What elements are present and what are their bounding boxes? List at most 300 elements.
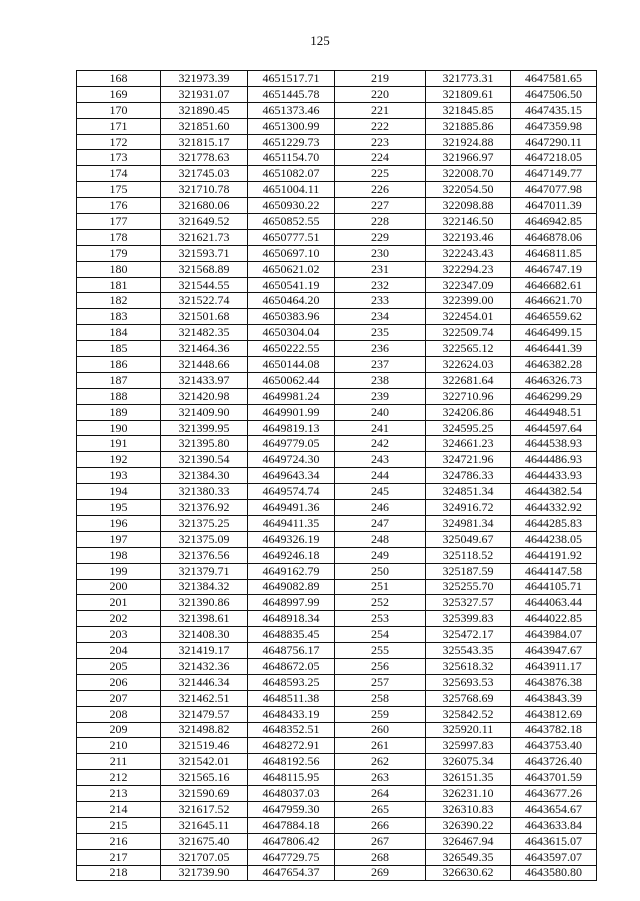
x-coordinate-cell: 322710.96: [426, 388, 511, 404]
x-coordinate-cell: 325327.57: [426, 595, 511, 611]
y-coordinate-cell: 4647884.18: [248, 817, 335, 833]
y-coordinate-cell: 4644948.51: [511, 404, 597, 420]
point-number-cell: 207: [77, 690, 161, 706]
point-number-cell: 173: [77, 150, 161, 166]
table-row: [335, 261, 597, 277]
x-coordinate-cell: 324981.34: [426, 515, 511, 531]
x-coordinate-cell: 321419.17: [161, 643, 248, 659]
x-coordinate-cell: 324595.25: [426, 420, 511, 436]
table-row: [77, 198, 335, 214]
point-number-cell: 181: [77, 277, 161, 293]
x-coordinate-cell: 324721.96: [426, 452, 511, 468]
table-row: [335, 71, 597, 87]
y-coordinate-cell: 4644285.83: [511, 515, 597, 531]
y-coordinate-cell: 4647290.11: [511, 134, 597, 150]
table-row: [77, 643, 335, 659]
x-coordinate-cell: 322454.01: [426, 309, 511, 325]
y-coordinate-cell: 4648997.99: [248, 595, 335, 611]
y-coordinate-cell: 4644332.92: [511, 500, 597, 516]
x-coordinate-cell: 326549.35: [426, 849, 511, 865]
table-row: [335, 229, 597, 245]
x-coordinate-cell: 326630.62: [426, 865, 511, 881]
point-number-cell: 199: [77, 563, 161, 579]
x-coordinate-cell: 321482.35: [161, 325, 248, 341]
table-row: [335, 563, 597, 579]
table-row: [77, 786, 335, 802]
table-row: [77, 500, 335, 516]
y-coordinate-cell: 4644191.92: [511, 547, 597, 563]
x-coordinate-cell: 321501.68: [161, 309, 248, 325]
point-number-cell: 182: [77, 293, 161, 309]
x-coordinate-cell: 321384.32: [161, 579, 248, 595]
point-number-cell: 267: [335, 833, 426, 849]
table-row: [77, 484, 335, 500]
y-coordinate-cell: 4649162.79: [248, 563, 335, 579]
table-row: [77, 436, 335, 452]
x-coordinate-cell: 321519.46: [161, 738, 248, 754]
x-coordinate-cell: 322294.23: [426, 261, 511, 277]
x-coordinate-cell: 321375.25: [161, 515, 248, 531]
point-number-cell: 203: [77, 627, 161, 643]
point-number-cell: 238: [335, 372, 426, 388]
x-coordinate-cell: 321375.09: [161, 531, 248, 547]
point-number-cell: 206: [77, 674, 161, 690]
table-row: [335, 515, 597, 531]
point-number-cell: 183: [77, 309, 161, 325]
x-coordinate-cell: 321707.05: [161, 849, 248, 865]
y-coordinate-cell: 4651517.71: [248, 71, 335, 87]
table-row: [335, 531, 597, 547]
table-row: [335, 198, 597, 214]
x-coordinate-cell: 322193.46: [426, 229, 511, 245]
x-coordinate-cell: 325255.70: [426, 579, 511, 595]
x-coordinate-cell: 321390.86: [161, 595, 248, 611]
x-coordinate-cell: 325842.52: [426, 706, 511, 722]
y-coordinate-cell: 4643947.67: [511, 643, 597, 659]
table-row: [335, 500, 597, 516]
y-coordinate-cell: 4644597.64: [511, 420, 597, 436]
y-coordinate-cell: 4651445.78: [248, 86, 335, 102]
x-coordinate-cell: 325187.59: [426, 563, 511, 579]
y-coordinate-cell: 4648593.25: [248, 674, 335, 690]
table-row: [77, 801, 335, 817]
table-row: [335, 372, 597, 388]
y-coordinate-cell: 4646682.61: [511, 277, 597, 293]
table-row: [77, 404, 335, 420]
table-row: [77, 341, 335, 357]
table-row: [77, 166, 335, 182]
point-number-cell: 260: [335, 722, 426, 738]
table-row: [335, 579, 597, 595]
y-coordinate-cell: 4648835.45: [248, 627, 335, 643]
point-number-cell: 246: [335, 500, 426, 516]
coordinates-table-right: [334, 70, 597, 881]
x-coordinate-cell: 321542.01: [161, 754, 248, 770]
table-row: [335, 388, 597, 404]
point-number-cell: 176: [77, 198, 161, 214]
point-number-cell: 250: [335, 563, 426, 579]
table-row: [335, 150, 597, 166]
point-number-cell: 220: [335, 86, 426, 102]
y-coordinate-cell: 4651004.11: [248, 182, 335, 198]
y-coordinate-cell: 4651154.70: [248, 150, 335, 166]
y-coordinate-cell: 4647654.37: [248, 865, 335, 881]
x-coordinate-cell: 326390.22: [426, 817, 511, 833]
x-coordinate-cell: 321809.61: [426, 86, 511, 102]
table-row: [77, 357, 335, 373]
table-row: [77, 563, 335, 579]
y-coordinate-cell: 4644433.93: [511, 468, 597, 484]
point-number-cell: 261: [335, 738, 426, 754]
table-row: [77, 722, 335, 738]
point-number-cell: 236: [335, 341, 426, 357]
x-coordinate-cell: 321851.60: [161, 118, 248, 134]
coordinates-table-left: [76, 70, 335, 881]
x-coordinate-cell: 322399.00: [426, 293, 511, 309]
table-row: [335, 674, 597, 690]
point-number-cell: 258: [335, 690, 426, 706]
y-coordinate-cell: 4643701.59: [511, 770, 597, 786]
y-coordinate-cell: 4651082.07: [248, 166, 335, 182]
x-coordinate-cell: 321376.92: [161, 500, 248, 516]
y-coordinate-cell: 4651300.99: [248, 118, 335, 134]
y-coordinate-cell: 4648511.38: [248, 690, 335, 706]
y-coordinate-cell: 4643597.07: [511, 849, 597, 865]
table-row: [77, 849, 335, 865]
x-coordinate-cell: 325618.32: [426, 658, 511, 674]
y-coordinate-cell: 4643633.84: [511, 817, 597, 833]
table-row: [77, 293, 335, 309]
point-number-cell: 210: [77, 738, 161, 754]
point-number-cell: 256: [335, 658, 426, 674]
x-coordinate-cell: 321931.07: [161, 86, 248, 102]
point-number-cell: 168: [77, 71, 161, 87]
x-coordinate-cell: 321739.90: [161, 865, 248, 881]
table-row: [77, 515, 335, 531]
point-number-cell: 239: [335, 388, 426, 404]
x-coordinate-cell: 325399.83: [426, 611, 511, 627]
x-coordinate-cell: 321390.54: [161, 452, 248, 468]
x-coordinate-cell: 321464.36: [161, 341, 248, 357]
point-number-cell: 189: [77, 404, 161, 420]
y-coordinate-cell: 4651373.46: [248, 102, 335, 118]
x-coordinate-cell: 325543.35: [426, 643, 511, 659]
y-coordinate-cell: 4647806.42: [248, 833, 335, 849]
table-row: [335, 102, 597, 118]
x-coordinate-cell: 321384.30: [161, 468, 248, 484]
point-number-cell: 229: [335, 229, 426, 245]
y-coordinate-cell: 4650541.19: [248, 277, 335, 293]
point-number-cell: 251: [335, 579, 426, 595]
y-coordinate-cell: 4644063.44: [511, 595, 597, 611]
table-row: [77, 86, 335, 102]
point-number-cell: 196: [77, 515, 161, 531]
y-coordinate-cell: 4644147.58: [511, 563, 597, 579]
x-coordinate-cell: 321399.95: [161, 420, 248, 436]
point-number-cell: 263: [335, 770, 426, 786]
point-number-cell: 211: [77, 754, 161, 770]
y-coordinate-cell: 4650222.55: [248, 341, 335, 357]
table-row: [335, 166, 597, 182]
table-row: [77, 690, 335, 706]
point-number-cell: 178: [77, 229, 161, 245]
x-coordinate-cell: 321565.16: [161, 770, 248, 786]
x-coordinate-cell: 321593.71: [161, 245, 248, 261]
point-number-cell: 224: [335, 150, 426, 166]
y-coordinate-cell: 4649901.99: [248, 404, 335, 420]
x-coordinate-cell: 321479.57: [161, 706, 248, 722]
y-coordinate-cell: 4646499.15: [511, 325, 597, 341]
table-row: [335, 738, 597, 754]
y-coordinate-cell: 4649574.74: [248, 484, 335, 500]
point-number-cell: 191: [77, 436, 161, 452]
y-coordinate-cell: 4643753.40: [511, 738, 597, 754]
y-coordinate-cell: 4646382.28: [511, 357, 597, 373]
table-row: [335, 341, 597, 357]
y-coordinate-cell: 4646441.39: [511, 341, 597, 357]
point-number-cell: 195: [77, 500, 161, 516]
point-number-cell: 204: [77, 643, 161, 659]
point-number-cell: 266: [335, 817, 426, 833]
x-coordinate-cell: 321815.17: [161, 134, 248, 150]
point-number-cell: 186: [77, 357, 161, 373]
y-coordinate-cell: 4643876.38: [511, 674, 597, 690]
table-row: [77, 595, 335, 611]
point-number-cell: 269: [335, 865, 426, 881]
x-coordinate-cell: 321778.63: [161, 150, 248, 166]
x-coordinate-cell: 321376.56: [161, 547, 248, 563]
point-number-cell: 193: [77, 468, 161, 484]
table-row: [335, 436, 597, 452]
x-coordinate-cell: 321408.30: [161, 627, 248, 643]
table-row: [335, 833, 597, 849]
x-coordinate-cell: 322565.12: [426, 341, 511, 357]
x-coordinate-cell: 321649.52: [161, 214, 248, 230]
point-number-cell: 259: [335, 706, 426, 722]
y-coordinate-cell: 4650697.10: [248, 245, 335, 261]
x-coordinate-cell: 324916.72: [426, 500, 511, 516]
point-number-cell: 228: [335, 214, 426, 230]
y-coordinate-cell: 4649326.19: [248, 531, 335, 547]
y-coordinate-cell: 4644022.85: [511, 611, 597, 627]
y-coordinate-cell: 4646942.85: [511, 214, 597, 230]
y-coordinate-cell: 4648272.91: [248, 738, 335, 754]
table-row: [77, 150, 335, 166]
y-coordinate-cell: 4647435.15: [511, 102, 597, 118]
y-coordinate-cell: 4648352.51: [248, 722, 335, 738]
table-row: [77, 420, 335, 436]
y-coordinate-cell: 4649724.30: [248, 452, 335, 468]
table-row: [335, 722, 597, 738]
y-coordinate-cell: 4643782.18: [511, 722, 597, 738]
y-coordinate-cell: 4650852.55: [248, 214, 335, 230]
table-row: [335, 182, 597, 198]
x-coordinate-cell: 325693.53: [426, 674, 511, 690]
table-row: [335, 420, 597, 436]
table-row: [77, 627, 335, 643]
x-coordinate-cell: 321379.71: [161, 563, 248, 579]
x-coordinate-cell: 321745.03: [161, 166, 248, 182]
x-coordinate-cell: 321398.61: [161, 611, 248, 627]
y-coordinate-cell: 4650062.44: [248, 372, 335, 388]
point-number-cell: 202: [77, 611, 161, 627]
y-coordinate-cell: 4648192.56: [248, 754, 335, 770]
point-number-cell: 257: [335, 674, 426, 690]
y-coordinate-cell: 4644538.93: [511, 436, 597, 452]
table-row: [77, 325, 335, 341]
x-coordinate-cell: 321380.33: [161, 484, 248, 500]
y-coordinate-cell: 4650621.02: [248, 261, 335, 277]
point-number-cell: 221: [335, 102, 426, 118]
y-coordinate-cell: 4648672.05: [248, 658, 335, 674]
point-number-cell: 254: [335, 627, 426, 643]
x-coordinate-cell: 325997.83: [426, 738, 511, 754]
point-number-cell: 223: [335, 134, 426, 150]
table-row: [335, 643, 597, 659]
y-coordinate-cell: 4643812.69: [511, 706, 597, 722]
table-row: [77, 388, 335, 404]
point-number-cell: 185: [77, 341, 161, 357]
table-row: [77, 579, 335, 595]
point-number-cell: 209: [77, 722, 161, 738]
x-coordinate-cell: 326467.94: [426, 833, 511, 849]
point-number-cell: 241: [335, 420, 426, 436]
table-row: [335, 468, 597, 484]
table-row: [77, 611, 335, 627]
x-coordinate-cell: 321522.74: [161, 293, 248, 309]
y-coordinate-cell: 4643843.39: [511, 690, 597, 706]
point-number-cell: 219: [335, 71, 426, 87]
x-coordinate-cell: 321680.06: [161, 198, 248, 214]
point-number-cell: 234: [335, 309, 426, 325]
table-row: [77, 214, 335, 230]
y-coordinate-cell: 4650304.04: [248, 325, 335, 341]
point-number-cell: 169: [77, 86, 161, 102]
y-coordinate-cell: 4643580.80: [511, 865, 597, 881]
table-row: [335, 325, 597, 341]
x-coordinate-cell: 326075.34: [426, 754, 511, 770]
point-number-cell: 175: [77, 182, 161, 198]
point-number-cell: 222: [335, 118, 426, 134]
table-row: [77, 770, 335, 786]
x-coordinate-cell: 322146.50: [426, 214, 511, 230]
table-row: [77, 118, 335, 134]
y-coordinate-cell: 4649779.05: [248, 436, 335, 452]
x-coordinate-cell: 326310.83: [426, 801, 511, 817]
y-coordinate-cell: 4644382.54: [511, 484, 597, 500]
y-coordinate-cell: 4643615.07: [511, 833, 597, 849]
table-row: [335, 658, 597, 674]
table-row: [335, 786, 597, 802]
point-number-cell: 200: [77, 579, 161, 595]
table-row: [77, 134, 335, 150]
y-coordinate-cell: 4643726.40: [511, 754, 597, 770]
y-coordinate-cell: 4646747.19: [511, 261, 597, 277]
y-coordinate-cell: 4649411.35: [248, 515, 335, 531]
y-coordinate-cell: 4648433.19: [248, 706, 335, 722]
y-coordinate-cell: 4643677.26: [511, 786, 597, 802]
y-coordinate-cell: 4649491.36: [248, 500, 335, 516]
table-row: [335, 690, 597, 706]
table-row: [335, 357, 597, 373]
point-number-cell: 171: [77, 118, 161, 134]
point-number-cell: 174: [77, 166, 161, 182]
x-coordinate-cell: 321462.51: [161, 690, 248, 706]
point-number-cell: 253: [335, 611, 426, 627]
point-number-cell: 172: [77, 134, 161, 150]
x-coordinate-cell: 321446.34: [161, 674, 248, 690]
x-coordinate-cell: 322509.74: [426, 325, 511, 341]
point-number-cell: 187: [77, 372, 161, 388]
x-coordinate-cell: 321973.39: [161, 71, 248, 87]
table-row: [335, 849, 597, 865]
table-row: [335, 801, 597, 817]
point-number-cell: 227: [335, 198, 426, 214]
table-row: [77, 309, 335, 325]
y-coordinate-cell: 4646326.73: [511, 372, 597, 388]
x-coordinate-cell: 321409.90: [161, 404, 248, 420]
table-row: [77, 261, 335, 277]
point-number-cell: 243: [335, 452, 426, 468]
point-number-cell: 208: [77, 706, 161, 722]
table-row: [335, 754, 597, 770]
point-number-cell: 240: [335, 404, 426, 420]
x-coordinate-cell: 321924.88: [426, 134, 511, 150]
point-number-cell: 247: [335, 515, 426, 531]
x-coordinate-cell: 322098.88: [426, 198, 511, 214]
x-coordinate-cell: 321890.45: [161, 102, 248, 118]
table-row: [77, 865, 335, 881]
table-row: [335, 214, 597, 230]
y-coordinate-cell: 4648115.95: [248, 770, 335, 786]
point-number-cell: 212: [77, 770, 161, 786]
x-coordinate-cell: 322054.50: [426, 182, 511, 198]
y-coordinate-cell: 4648037.03: [248, 786, 335, 802]
y-coordinate-cell: 4647359.98: [511, 118, 597, 134]
point-number-cell: 233: [335, 293, 426, 309]
page-number: 125: [310, 33, 330, 48]
y-coordinate-cell: 4649082.89: [248, 579, 335, 595]
table-row: [335, 309, 597, 325]
table-row: [77, 71, 335, 87]
y-coordinate-cell: 4643654.67: [511, 801, 597, 817]
point-number-cell: 249: [335, 547, 426, 563]
table-row: [335, 293, 597, 309]
y-coordinate-cell: 4643911.17: [511, 658, 597, 674]
x-coordinate-cell: 321617.52: [161, 801, 248, 817]
point-number-cell: 190: [77, 420, 161, 436]
x-coordinate-cell: 324661.23: [426, 436, 511, 452]
y-coordinate-cell: 4647011.39: [511, 198, 597, 214]
point-number-cell: 177: [77, 214, 161, 230]
x-coordinate-cell: 321544.55: [161, 277, 248, 293]
x-coordinate-cell: 326151.35: [426, 770, 511, 786]
x-coordinate-cell: 321675.40: [161, 833, 248, 849]
x-coordinate-cell: 326231.10: [426, 786, 511, 802]
point-number-cell: 225: [335, 166, 426, 182]
point-number-cell: 230: [335, 245, 426, 261]
point-number-cell: 231: [335, 261, 426, 277]
table-row: [77, 452, 335, 468]
table-row: [77, 277, 335, 293]
table-row: [335, 118, 597, 134]
x-coordinate-cell: 322624.03: [426, 357, 511, 373]
y-coordinate-cell: 4647149.77: [511, 166, 597, 182]
y-coordinate-cell: 4644486.93: [511, 452, 597, 468]
table-row: [77, 102, 335, 118]
x-coordinate-cell: 321420.98: [161, 388, 248, 404]
table-row: [335, 86, 597, 102]
